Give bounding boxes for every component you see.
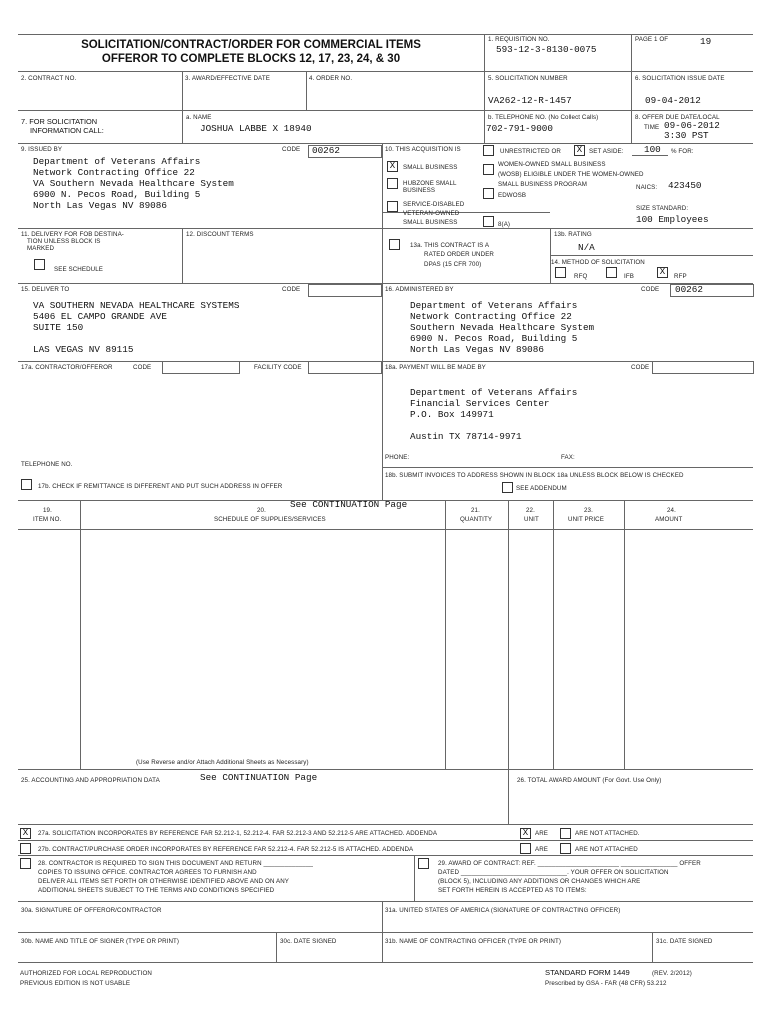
accounting-value[interactable]: See CONTINUATION Page xyxy=(200,772,318,783)
rated-order-label-2: RATED ORDER UNDER xyxy=(424,251,494,258)
solicitation-number-value[interactable]: VA262-12-R-1457 xyxy=(488,95,572,106)
rating-label: 13b. RATING xyxy=(554,231,592,238)
payment-line-2: Financial Services Center xyxy=(410,398,550,409)
payment-line-5: Austin TX 78714-9971 xyxy=(410,431,522,442)
27b-checkbox[interactable] xyxy=(20,843,31,854)
hubzone-label-2: BUSINESS xyxy=(403,187,436,194)
issued-by-line-2: Network Contracting Office 22 xyxy=(33,167,195,178)
size-standard-value[interactable]: 100 Employees xyxy=(636,214,709,225)
contact-name-label: a. NAME xyxy=(186,114,212,121)
29-checkbox[interactable] xyxy=(418,858,429,869)
deliver-to-line-3: SUITE 150 xyxy=(33,322,84,333)
administered-by-label: 16. ADMINISTERED BY xyxy=(385,286,454,293)
small-business-label: SMALL BUSINESS xyxy=(403,164,458,171)
col-22-number: 22. xyxy=(526,507,535,514)
rated-order-label-3: DPAS (15 CFR 700) xyxy=(424,261,482,268)
administered-by-code-value: 00262 xyxy=(675,284,703,295)
issued-by-label: 9. ISSUED BY xyxy=(21,146,63,153)
payment-line-3: P.O. Box 149971 xyxy=(410,409,494,420)
payment-line-1: Department of Veterans Affairs xyxy=(410,387,578,398)
page-total: 19 xyxy=(700,36,712,47)
deliver-to-line-2: 5406 EL CAMPO GRANDE AVE xyxy=(33,311,167,322)
27b-are-label: ARE xyxy=(535,846,549,853)
issued-by-line-5: North Las Vegas NV 89086 xyxy=(33,200,167,211)
col-24-number: 24. xyxy=(667,507,676,514)
8a-label: 8(A) xyxy=(498,221,511,228)
payment-code-box[interactable] xyxy=(652,361,754,374)
27a-label: 27a. SOLICITATION INCORPORATES BY REFERENCE FAR 52.212-1, 52.212-4. FAR 52.212-3 AND 52.212-5 ARE ATTACHED. ADDENDA xyxy=(38,830,438,837)
award-date-label: 3. AWARD/EFFECTIVE DATE xyxy=(185,75,270,82)
sdvosb-checkbox[interactable] xyxy=(387,201,398,212)
size-standard-label: SIZE STANDARD: xyxy=(636,205,689,212)
offer-due-date-value[interactable]: 09-06-2012 xyxy=(664,120,720,131)
fob-label-2: TION UNLESS BLOCK IS xyxy=(27,238,101,245)
payment-code-label: CODE xyxy=(631,364,650,371)
telephone-value[interactable]: 702-791-9000 xyxy=(486,123,553,134)
payment-by-label: 18a. PAYMENT WILL BE MADE BY xyxy=(385,364,486,371)
27a-are-checkbox[interactable]: X xyxy=(520,828,531,839)
wosb-label-3: SMALL BUSINESS PROGRAM xyxy=(498,181,587,188)
footer-form-number: STANDARD FORM 1449 xyxy=(545,968,630,977)
see-addendum-checkbox[interactable] xyxy=(502,482,513,493)
col-19-label: ITEM NO. xyxy=(33,516,62,523)
see-addendum-label: SEE ADDENDUM xyxy=(516,485,567,492)
solicitation-info-label: 7. FOR SOLICITATION xyxy=(21,117,98,126)
deliver-to-label: 15. DELIVER TO xyxy=(21,286,70,293)
issue-date-label: 6. SOLICITATION ISSUE DATE xyxy=(635,75,725,82)
hubzone-checkbox[interactable] xyxy=(387,178,398,189)
issued-by-code-label: CODE xyxy=(282,146,301,153)
27b-are-not-label: ARE NOT ATTACHED xyxy=(575,846,638,853)
set-aside-label: SET ASIDE: xyxy=(589,148,624,155)
29-line-2: DATED ______________________________. YOUR OFFER ON SOLICITATION xyxy=(438,869,669,876)
issued-by-line-3: VA Southern Nevada Healthcare System xyxy=(33,178,234,189)
27b-are-checkbox[interactable] xyxy=(520,843,531,854)
28-line-2: COPIES TO ISSUING OFFICE. CONTRACTOR AGREES TO FURNISH AND xyxy=(38,869,257,876)
28-checkbox[interactable] xyxy=(20,858,31,869)
deliver-to-line-1: VA SOUTHERN NEVADA HEALTHCARE SYSTEMS xyxy=(33,300,240,311)
wosb-checkbox[interactable] xyxy=(483,164,494,175)
col-22-label: UNIT xyxy=(524,516,539,523)
form-title-line1: SOLICITATION/CONTRACT/ORDER FOR COMMERCIAL ITEMS xyxy=(81,39,421,51)
ifb-label: IFB xyxy=(624,273,634,280)
28-line-1: 28. CONTRACTOR IS REQUIRED TO SIGN THIS DOCUMENT AND RETURN ______________ xyxy=(38,860,314,867)
naics-label: NAICS: xyxy=(636,184,658,191)
solicitation-number-label: 5. SOLICITATION NUMBER xyxy=(488,75,568,82)
28-line-3: DELIVER ALL ITEMS SET FORTH OR OTHERWISE IDENTIFIED ABOVE AND ON ANY xyxy=(38,878,290,885)
27a-are-not-checkbox[interactable] xyxy=(560,828,571,839)
issued-by-line-4: 6900 N. Pecos Road, Building 5 xyxy=(33,189,201,200)
co-signature-label: 31a. UNITED STATES OF AMERICA (SIGNATURE OF CONTRACTING OFFICER) xyxy=(385,907,621,914)
form-title-line2: OFFEROR TO COMPLETE BLOCKS 12, 17, 23, 24, & 30 xyxy=(101,53,401,65)
small-business-checkbox[interactable]: X xyxy=(387,161,398,172)
col-21-number: 21. xyxy=(471,507,480,514)
percent-for-label: % FOR: xyxy=(671,148,694,155)
issued-by-line-1: Department of Veterans Affairs xyxy=(33,156,201,167)
rfp-label: RFP xyxy=(674,273,687,280)
offeror-signature-label: 30a. SIGNATURE OF OFFEROR/CONTRACTOR xyxy=(21,907,162,914)
set-aside-checkbox[interactable]: X xyxy=(574,145,585,156)
method-label: 14. METHOD OF SOLICITATION xyxy=(551,259,645,266)
contractor-code-label: CODE xyxy=(133,364,152,371)
payment-phone-label: PHONE: xyxy=(385,454,410,461)
27b-label: 27b. CONTRACT/PURCHASE ORDER INCORPORATES BY REFERENCE FAR 52.212-4. FAR 52.212-5 IS ATTACHED. ADDENDA xyxy=(38,846,414,853)
co-name-label: 31b. NAME OF CONTRACTING OFFICER (TYPE OR PRINT) xyxy=(385,938,561,945)
8a-checkbox[interactable] xyxy=(483,216,494,227)
29-line-4: SET FORTH HEREIN IS ACCEPTED AS TO ITEMS: xyxy=(438,887,587,894)
remittance-label: 17b. CHECK IF REMITTANCE IS DIFFERENT AND PUT SUCH ADDRESS IN OFFER xyxy=(38,483,283,490)
administered-by-code-box[interactable] xyxy=(670,284,754,297)
co-date-label: 31c. DATE SIGNED xyxy=(656,938,713,945)
rfp-checkbox[interactable]: X xyxy=(657,267,668,278)
total-award-label: 26. TOTAL AWARD AMOUNT (For Govt. Use Only) xyxy=(517,777,662,784)
fob-label-1: 11. DELIVERY FOR FOB DESTINA- xyxy=(21,231,124,238)
administered-by-line-2: Network Contracting Office 22 xyxy=(410,311,572,322)
27a-are-not-label: ARE NOT ATTACHED. xyxy=(575,830,640,837)
accounting-label: 25. ACCOUNTING AND APPROPRIATION DATA xyxy=(21,777,160,784)
unrestricted-label: UNRESTRICTED OR xyxy=(500,148,561,155)
contact-name-value[interactable]: JOSHUA LABBE X 18940 xyxy=(200,123,312,134)
edwosb-label: EDWOSB xyxy=(498,192,527,199)
see-schedule-checkbox[interactable] xyxy=(34,259,45,270)
naics-value[interactable]: 423450 xyxy=(668,180,702,191)
col-23-number: 23. xyxy=(584,507,593,514)
col-23-label: UNIT PRICE xyxy=(568,516,604,523)
sdvosb-label-1: SERVICE-DISABLED xyxy=(403,201,465,208)
wosb-label-2: (WOSB) ELIGIBLE UNDER THE WOMEN-OWNED xyxy=(498,171,644,178)
administered-by-line-3: Southern Nevada Healthcare System xyxy=(410,322,595,333)
order-no-label: 4. ORDER NO. xyxy=(309,75,353,82)
footer-revision: (REV. 2/2012) xyxy=(652,970,692,977)
29-line-3: (BLOCK 5), INCLUDING ANY ADDITIONS OR CHANGES WHICH ARE xyxy=(438,878,641,885)
acquisition-label: 10. THIS ACQUISITION IS xyxy=(385,146,461,153)
offer-due-time-value[interactable]: 3:30 PST xyxy=(664,130,709,141)
edwosb-checkbox[interactable] xyxy=(483,188,494,199)
27b-are-not-checkbox[interactable] xyxy=(560,843,571,854)
facility-code-box[interactable] xyxy=(308,361,382,374)
issued-by-code-box[interactable] xyxy=(308,145,382,158)
contractor-code-box[interactable] xyxy=(162,361,240,374)
sdvosb-label-2: VETERAN-OWNED xyxy=(403,210,460,217)
set-aside-percent[interactable]: 100 xyxy=(644,144,661,155)
submit-invoices-label: 18b. SUBMIT INVOICES TO ADDRESS SHOWN IN BLOCK 18a UNLESS BLOCK BELOW IS CHECKED xyxy=(385,472,684,479)
col-19-number: 19. xyxy=(43,507,52,514)
administered-by-line-5: North Las Vegas NV 89086 xyxy=(410,344,544,355)
offer-due-label: 8. OFFER DUE DATE/LOCAL xyxy=(635,114,720,121)
29-line-1: 29. AWARD OF CONTRACT: REF. _______________________ ________________ OFFER xyxy=(438,860,701,867)
rfq-label: RFQ xyxy=(574,273,588,280)
footer-prescribed: Prescribed by GSA - FAR (48 CFR) 53.212 xyxy=(545,980,667,987)
rated-order-label-1: 13a. THIS CONTRACT IS A xyxy=(410,242,490,249)
administered-by-line-1: Department of Veterans Affairs xyxy=(410,300,578,311)
28-line-4: ADDITIONAL SHEETS SUBJECT TO THE TERMS AND CONDITIONS SPECIFIED xyxy=(38,887,275,894)
telephone-label: b. TELEPHONE NO. (No Collect Calls) xyxy=(488,114,599,121)
rfq-checkbox[interactable] xyxy=(555,267,566,278)
schedule-footnote: (Use Reverse and/or Attach Additional Sheets as Necessary) xyxy=(136,759,309,766)
27a-are-label: ARE xyxy=(535,830,549,837)
deliver-to-line-5: LAS VEGAS NV 89115 xyxy=(33,344,134,355)
col-24-label: AMOUNT xyxy=(655,516,683,523)
signer-name-label: 30b. NAME AND TITLE OF SIGNER (TYPE OR PRINT) xyxy=(21,938,180,945)
deliver-to-code-box[interactable] xyxy=(308,284,382,297)
deliver-to-code-label: CODE xyxy=(282,286,301,293)
offer-due-time-label: TIME xyxy=(644,124,660,131)
col-20-label: SCHEDULE OF SUPPLIES/SERVICES xyxy=(214,516,326,523)
footer-reproduction: AUTHORIZED FOR LOCAL REPRODUCTION xyxy=(20,970,152,977)
contractor-label: 17a. CONTRACTOR/OFFEROR xyxy=(21,364,113,371)
requisition-value[interactable]: 593-12-3-8130-0075 xyxy=(496,44,597,55)
rated-order-checkbox[interactable] xyxy=(389,239,400,250)
contract-no-label: 2. CONTRACT NO. xyxy=(21,75,77,82)
wosb-label-1: WOMEN-OWNED SMALL BUSINESS xyxy=(498,161,606,168)
sdvosb-label-3: SMALL BUSINESS xyxy=(403,219,458,226)
col-20-number: 20. xyxy=(257,507,266,514)
administered-by-line-4: 6900 N. Pecos Road, Building 5 xyxy=(410,333,578,344)
see-schedule-label: SEE SCHEDULE xyxy=(54,266,103,273)
issued-by-code-value: 00262 xyxy=(312,145,340,156)
hubzone-label-1: HUBZONE SMALL xyxy=(403,180,457,187)
col-21-label: QUANTITY xyxy=(460,516,493,523)
contractor-telephone-label: TELEPHONE NO. xyxy=(21,461,73,468)
remittance-checkbox[interactable] xyxy=(21,479,32,490)
unrestricted-checkbox[interactable] xyxy=(483,145,494,156)
discount-terms-label: 12. DISCOUNT TERMS xyxy=(186,231,254,238)
facility-code-label: FACILITY CODE xyxy=(254,364,302,371)
solicitation-info-label2: INFORMATION CALL: xyxy=(30,126,104,135)
signer-date-label: 30c. DATE SIGNED xyxy=(280,938,337,945)
fob-label-3: MARKED xyxy=(27,245,55,252)
page-label: PAGE 1 OF xyxy=(635,36,669,43)
ifb-checkbox[interactable] xyxy=(606,267,617,278)
issue-date-value[interactable]: 09-04-2012 xyxy=(645,95,701,106)
payment-fax-label: FAX: xyxy=(561,454,575,461)
administered-by-code-label: CODE xyxy=(641,286,660,293)
requisition-label: 1. REQUISITION NO. xyxy=(488,36,550,43)
footer-previous-edition: PREVIOUS EDITION IS NOT USABLE xyxy=(20,980,131,987)
rating-value[interactable]: N/A xyxy=(578,242,595,253)
27a-checkbox[interactable]: X xyxy=(20,828,31,839)
schedule-continuation: See CONTINUATION Page xyxy=(290,499,408,510)
